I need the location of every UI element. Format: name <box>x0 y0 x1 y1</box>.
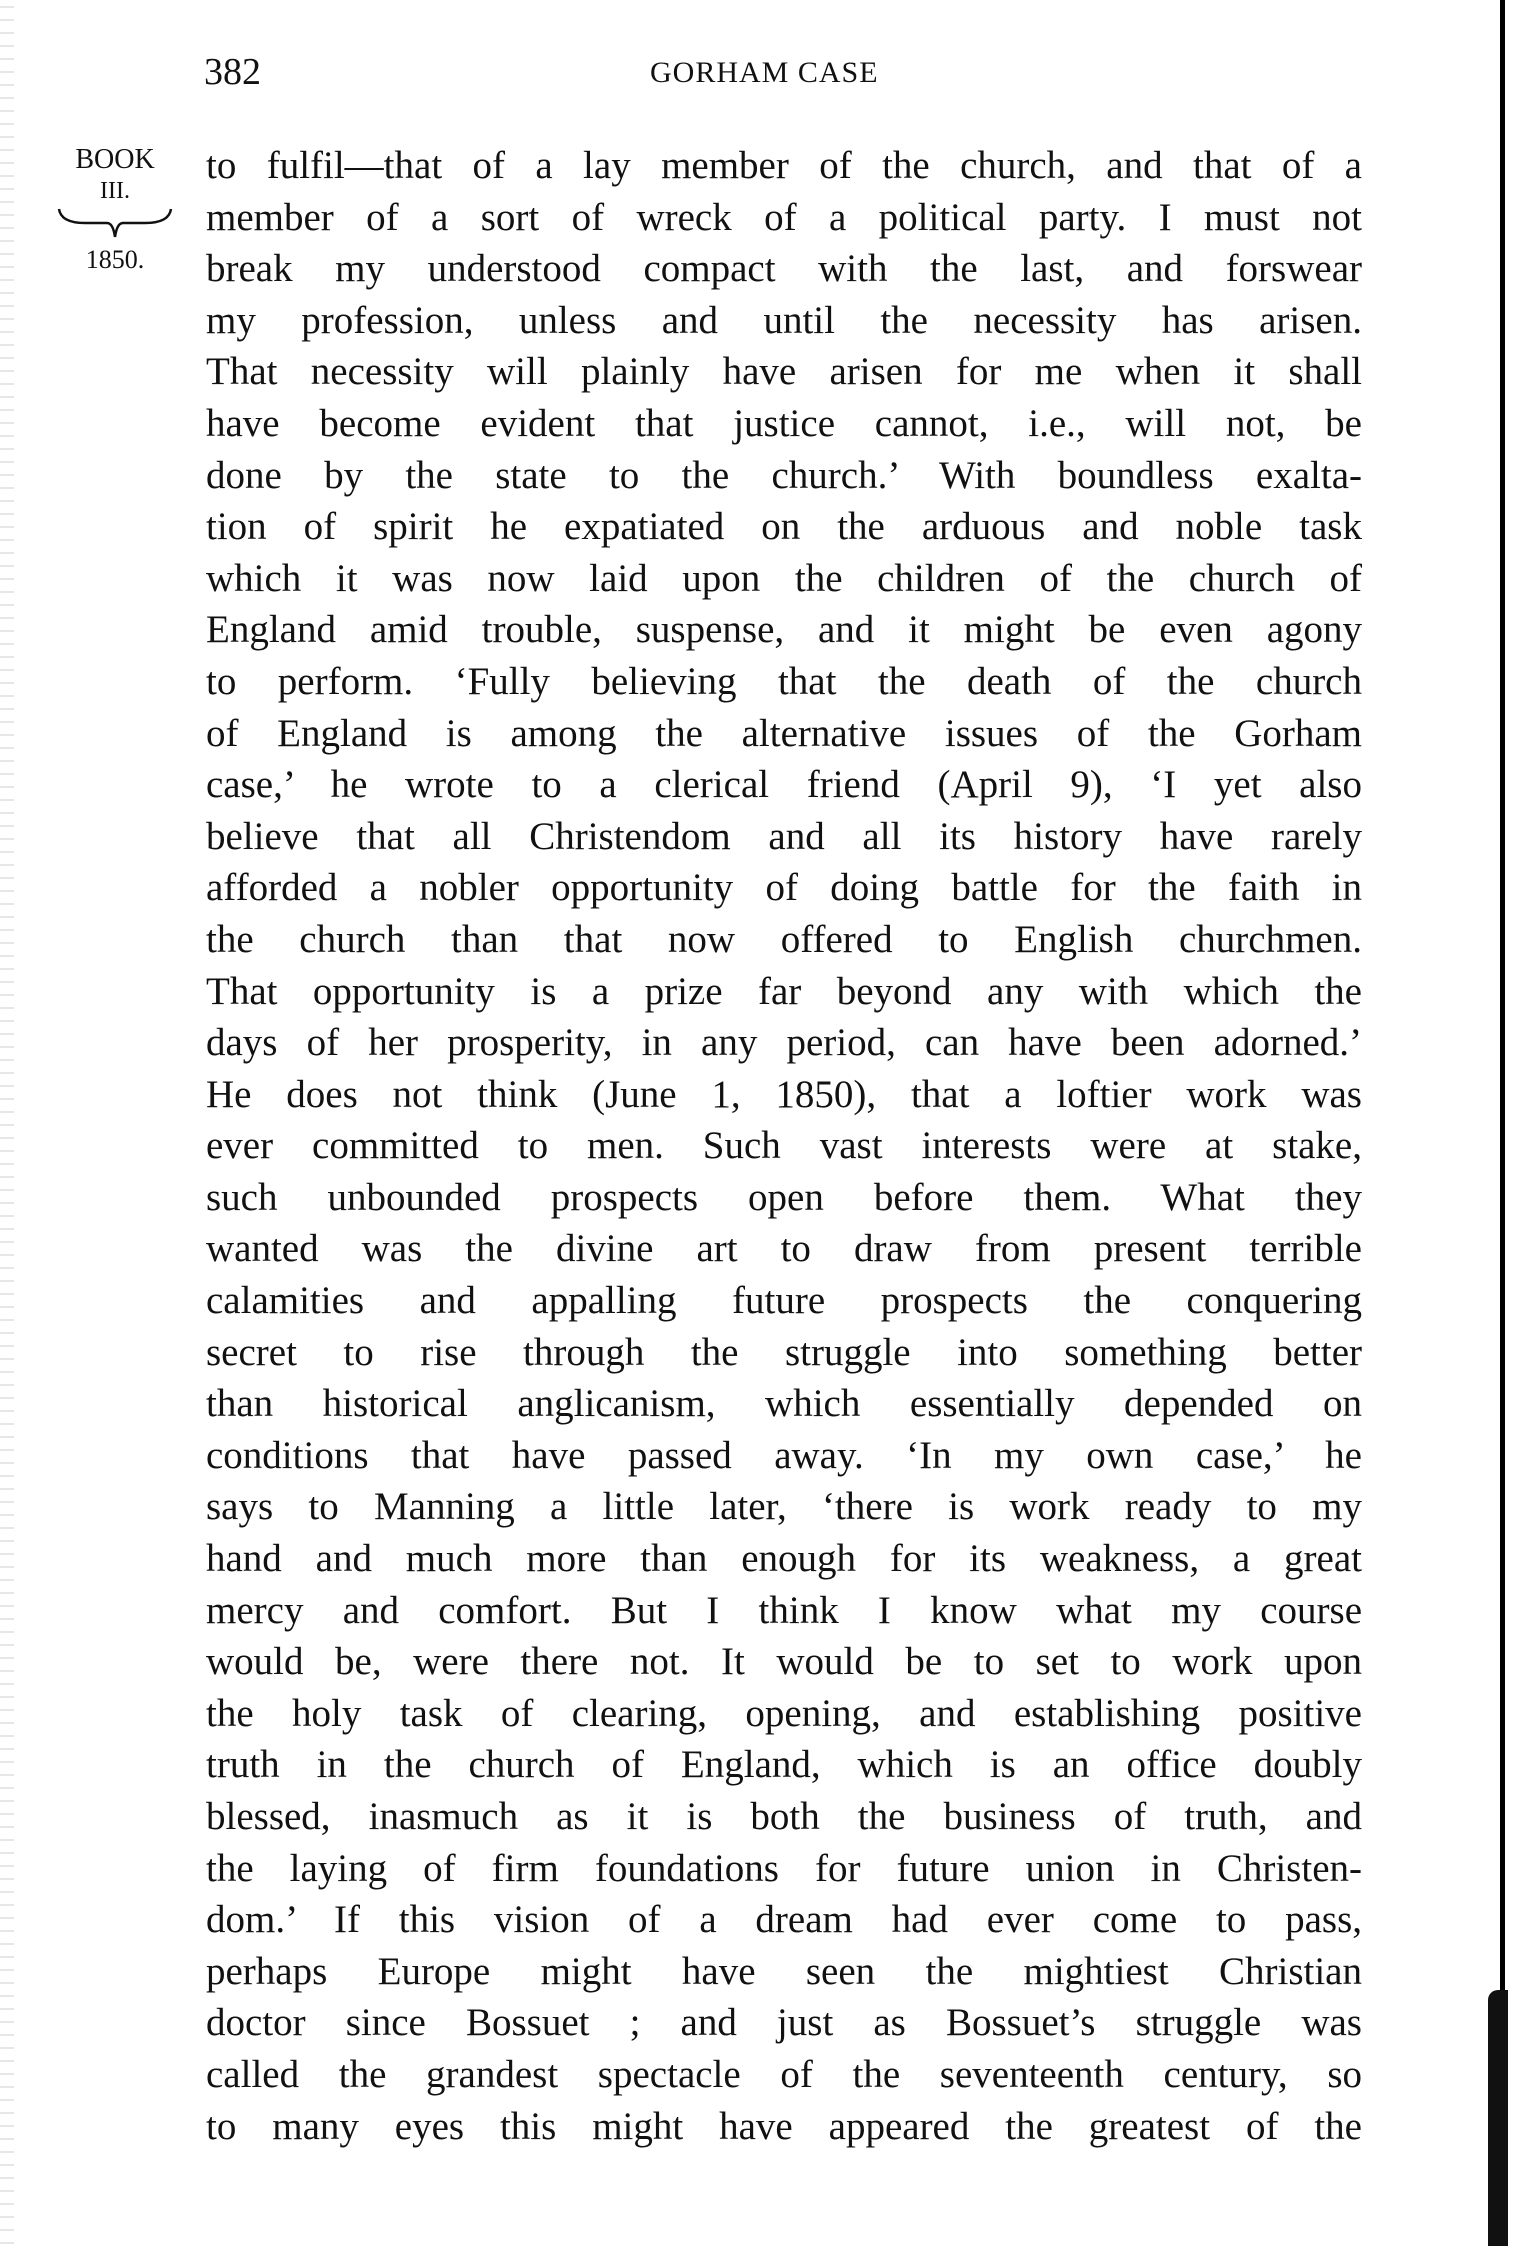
text-line: the holy task of clearing, opening, and establishing positive <box>206 1691 1362 1735</box>
text-line: says to Manning a little later, ‘there is work ready to my <box>206 1485 1362 1529</box>
text-line: than historical anglicanism, which essentially depended on <box>206 1382 1362 1426</box>
text-line: afforded a nobler opportunity of doing battle for the faith in <box>206 866 1362 910</box>
text-line: England amid trouble, suspense, and it might be even agony <box>206 608 1362 652</box>
text-line: the church than that now offered to English churchmen. <box>206 917 1362 961</box>
text-line: wanted was the divine art to draw from present terrible <box>206 1227 1362 1271</box>
text-line: to fulfil—that of a lay member of the church, and that of a <box>206 144 1362 187</box>
text-line: calamities and appalling future prospects the conquering <box>206 1279 1362 1323</box>
text-line: break my understood compact with the last, and forswear <box>206 247 1362 291</box>
brace-icon <box>55 207 175 241</box>
text-line: such unbounded prospects open before them. What they <box>206 1175 1362 1219</box>
text-line: dom.’ If this vision of a dream had ever come to pass, <box>206 1898 1362 1942</box>
text-line: tion of spirit he expatiated on the arduous and noble task <box>206 505 1362 549</box>
text-line: doctor since Bossuet ; and just as Bossuet’s struggle was <box>206 2001 1362 2045</box>
body-text <box>206 140 1362 2152</box>
text-line: truth in the church of England, which is an office doubly <box>206 1743 1362 1787</box>
text-line: conditions that have passed away. ‘In my own case,’ he <box>206 1433 1362 1477</box>
page-edge-shadow <box>0 0 14 2246</box>
text-line: to many eyes this might have appeared the greatest of the <box>206 2104 1362 2148</box>
margin-book: BOOK <box>75 144 155 175</box>
text-line: That opportunity is a prize far beyond any with which the <box>206 969 1362 1013</box>
text-line: of England is among the alternative issues of the Gorham <box>206 711 1362 755</box>
text-line: secret to rise through the struggle into something better <box>206 1330 1362 1374</box>
margin-year: 1850. <box>85 245 145 274</box>
text-line: which it was now laid upon the children of the church of <box>206 556 1362 600</box>
margin-note <box>50 144 180 275</box>
text-line: believe that all Christendom and all its history have rarely <box>206 814 1362 858</box>
page-number: 382 <box>204 51 261 93</box>
page-border-line <box>1500 0 1505 2246</box>
margin-volume: III. <box>100 178 130 204</box>
text-line: That necessity will plainly have arisen for me when it shall <box>206 350 1362 394</box>
text-line: mercy and comfort. But I think I know what my course <box>206 1588 1362 1632</box>
running-head: GORHAM CASE <box>650 56 879 89</box>
text-line: He does not think (June 1, 1850), that a loftier work was <box>206 1072 1362 1116</box>
text-line: hand and much more than enough for its weakness, a great <box>206 1537 1362 1581</box>
text-line: the laying of firm foundations for future union in Christen- <box>206 1846 1362 1890</box>
text-line: done by the state to the church.’ With boundless exalta- <box>206 453 1362 497</box>
text-line: my profession, unless and until the necessity has arisen. <box>206 298 1362 342</box>
scan-edge-mark <box>1488 1990 1508 2246</box>
text-line: to perform. ‘Fully believing that the death of the church <box>206 659 1362 703</box>
text-line: have become evident that justice cannot, i.e., will not, be <box>206 401 1362 445</box>
text-line: blessed, inasmuch as it is both the business of truth, and <box>206 1795 1362 1838</box>
text-line: case,’ he wrote to a clerical friend (April 9), ‘I yet also <box>206 763 1362 807</box>
text-line: days of her prosperity, in any period, can have been adorned.’ <box>206 1021 1362 1065</box>
text-line: called the grandest spectacle of the seventeenth century, so <box>206 2052 1362 2096</box>
text-line: perhaps Europe might have seen the mightiest Christian <box>206 1949 1362 1993</box>
text-line: member of a sort of wreck of a political party. I must not <box>206 195 1362 239</box>
text-line: ever committed to men. Such vast interests were at stake, <box>206 1124 1362 1168</box>
text-line: would be, were there not. It would be to set to work upon <box>206 1640 1362 1684</box>
